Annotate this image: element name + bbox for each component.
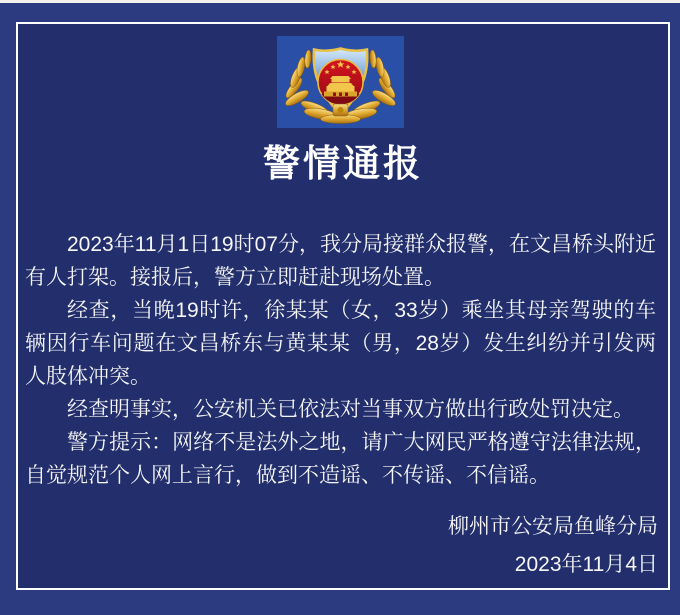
paragraph-report-received: 2023年11月1日19时07分，我分局接群众报警，在文昌桥头附近有人打架。接报后，警方立即赶赴现场处置。 [25, 233, 656, 289]
notice-signature [18, 508, 658, 584]
police-badge-icon [277, 36, 404, 128]
police-badge [277, 36, 404, 128]
notice-title: 警情通报 [263, 143, 423, 184]
signature-organization: 柳州市公安局鱼峰分局 [448, 515, 658, 538]
signature-date: 2023年11月4日 [514, 553, 658, 576]
notice-frame [16, 22, 670, 590]
top-white-edge [0, 0, 680, 3]
paragraph-punishment: 经查明事实，公安机关已依法对当事双方做出行政处罚决定。 [67, 398, 634, 421]
paragraph-police-reminder: 警方提示：网络不是法外之地，请广大网民严格遵守法律法规，自觉规范个人网上言行，做到不造谣、不传谣、不信谣。 [25, 431, 656, 487]
notice-body [18, 228, 668, 492]
paragraph-investigation: 经查，当晚19时许，徐某某（女，33岁）乘坐其母亲驾驶的车辆因行车问题在文昌桥东与黄某某（男，28岁）发生纠纷并引发两人肢体冲突。 [25, 299, 656, 388]
